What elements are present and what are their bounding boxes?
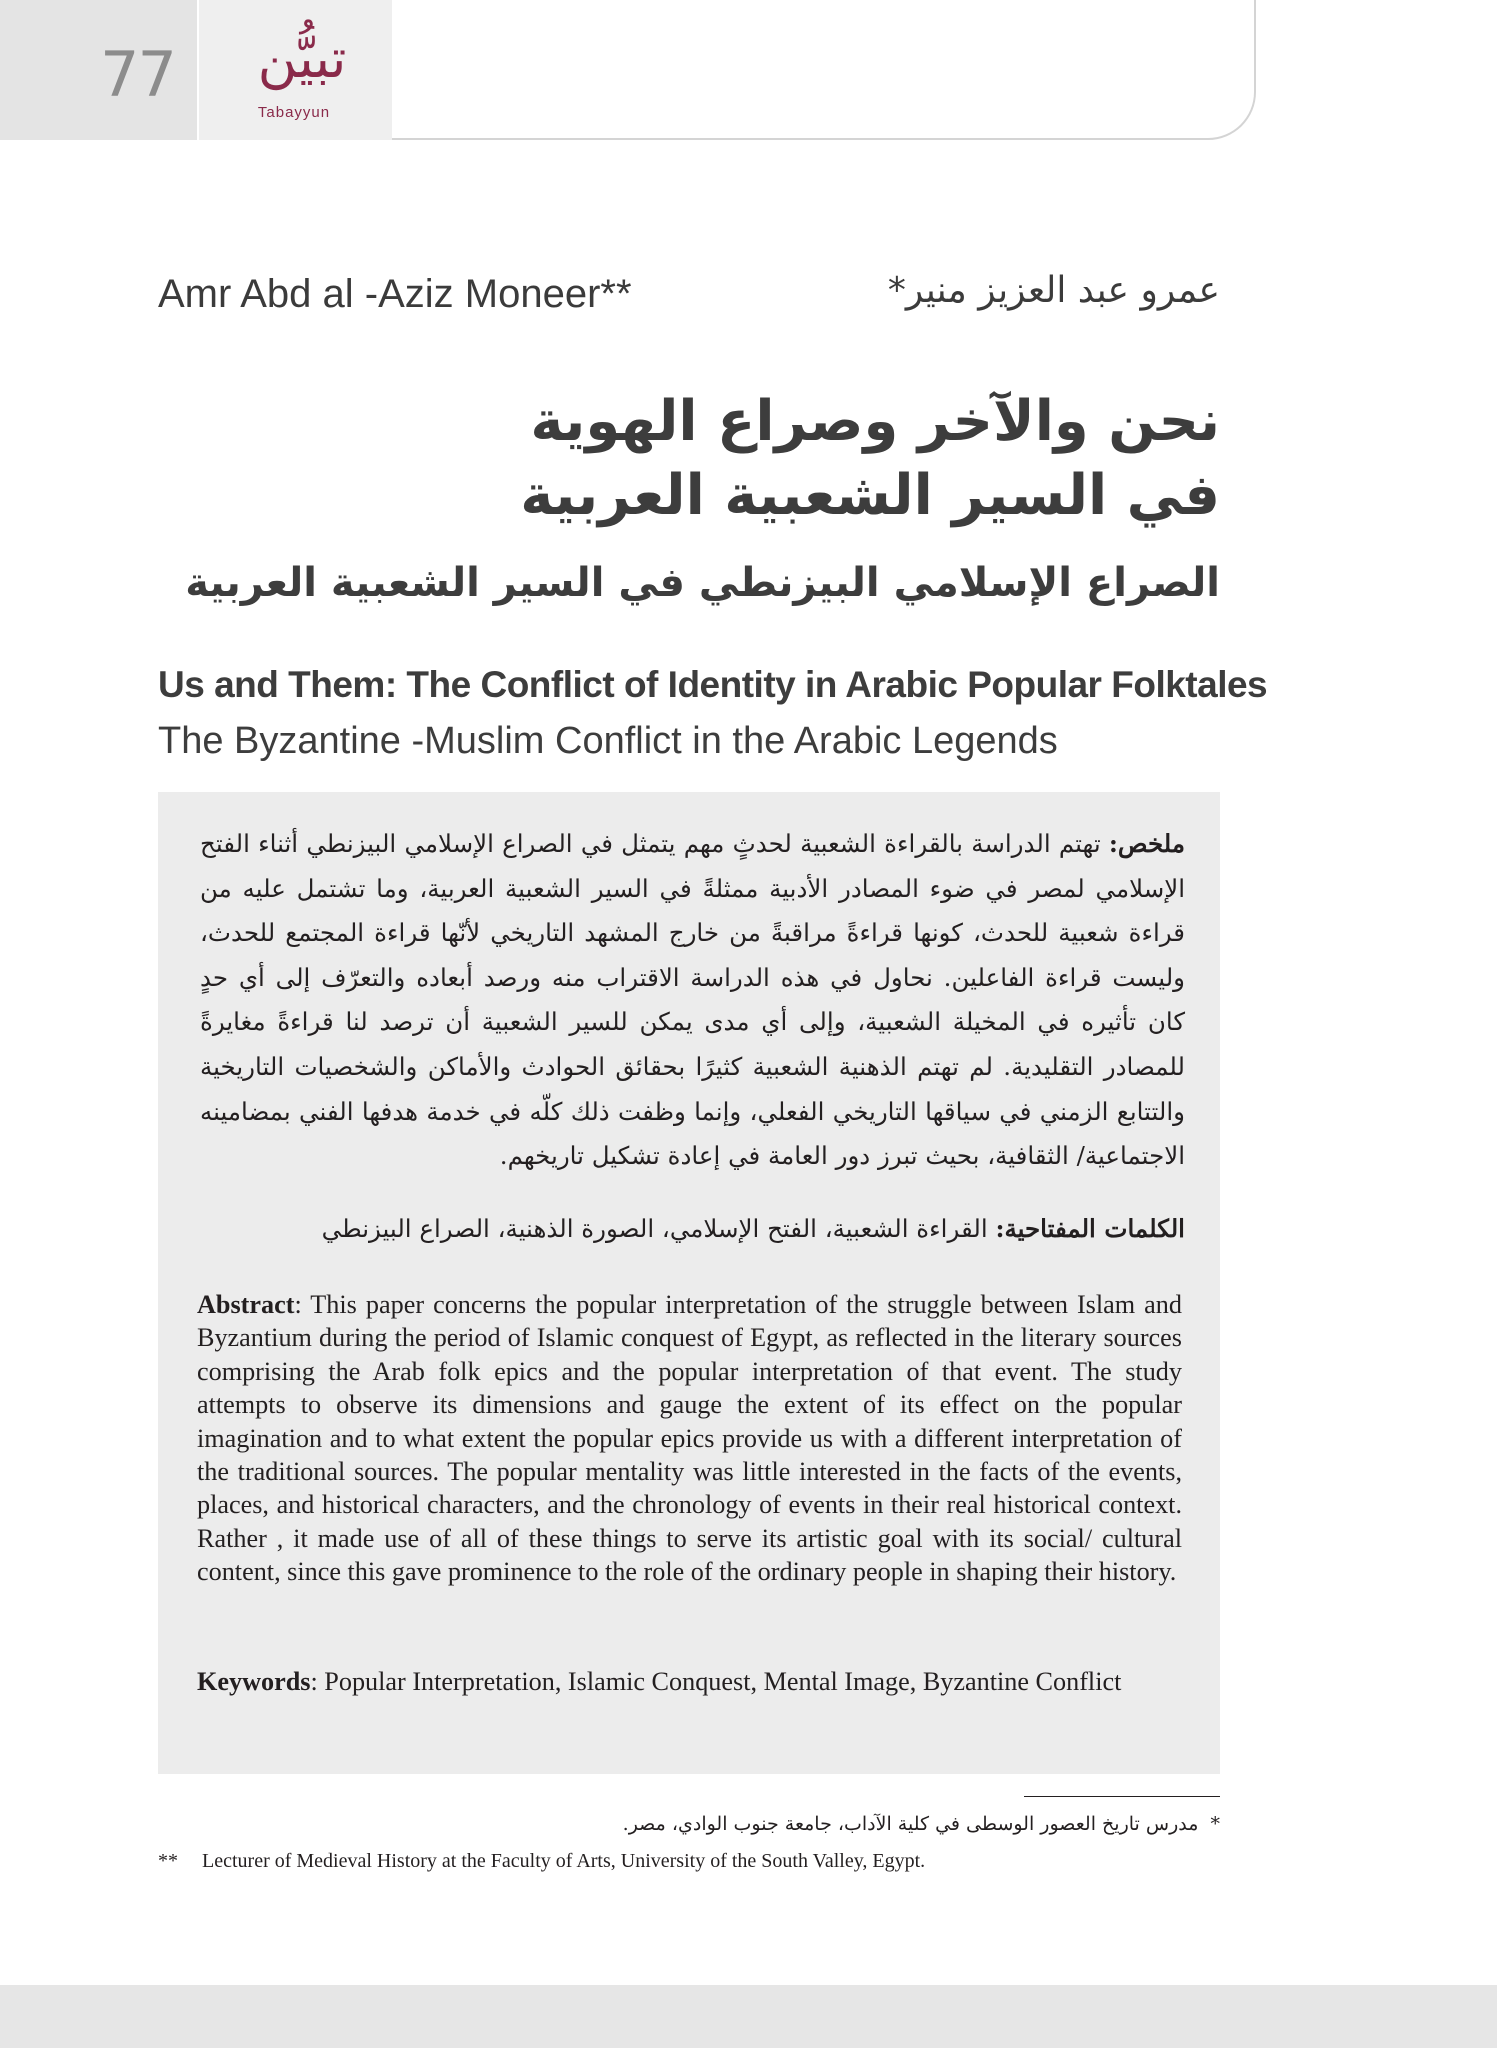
header-divider — [197, 0, 199, 140]
abstract-box — [158, 792, 1220, 1774]
footnote-english — [158, 1850, 925, 1873]
footnote-english-text: Lecturer of Medieval History at the Faculty of Arts, University of the South Valley, Egypt. — [202, 1850, 926, 1872]
english-abstract-label: Abstract — [197, 1290, 295, 1319]
arabic-keywords-label: الكلمات المفتاحية: — [995, 1214, 1185, 1243]
arabic-abstract — [200, 822, 1185, 1179]
author-name-english: Amr Abd al -Aziz Moneer** — [158, 272, 632, 316]
english-keywords-label: Keywords — [197, 1667, 311, 1696]
arabic-abstract-text: تهتم الدراسة بالقراءة الشعبية لحدثٍ مهم يتمثل في الصراع الإسلامي البيزنطي أثناء الفتح الإسلامي لمصر في ضوء المصادر الأدبية ممثلةً في السير الشعبية العربية، وما تشتمل عليه من قراءة شعبية للحدث، كونها قراءةً مراقبةً من خارج المشهد التاريخي لأنّها قراءة المجتمع للحدث، وليست قراءة الفاعلين. نحاول في هذه الدراسة الاقتراب منه ورصد أبعاده والتعرّف إلى أي حدٍ كان تأثيره في المخيلة الشعبية، وإلى أي مدى يمكن للسير الشعبية أن ترصد لنا قراءةً مغايرةً للمصادر التقليدية. لم تهتم الذهنية الشعبية كثيرًا بحقائق الحوادث والأماكن والشخصيات التاريخية والتتابع الزمني في سياقها التاريخي الفعلي، وإنما وظفت ذلك كلّه في خدمة هدفها الفني بمضامينه الاجتماعية/ الثقافية، بحيث تبرز دور العامة في إعادة تشكيل تاريخهم. — [200, 829, 1185, 1171]
journal-logo-arabic: تبيُّن — [257, 27, 347, 90]
english-abstract-text: : This paper concerns the popular interpretation of the struggle between Islam and Byzantium during the period of Islamic conquest of Egypt, as reflected in the literary sources comprising the Arab folk epics and the popular interpretation of that event. The study attempts to observe its dimensions and gauge the extent of its effect on the popular imagination and to what extent the popular epics provide us with a different interpretation of the traditional sources. The popular mentality was little interested in the facts of the events, places, and historical characters, and the chronology of events in their real historical context. Rather , it made use of all of these things to serve its artistic goal with its social/ cultural content, since this gave prominence to the role of the ordinary people in shaping their history. — [197, 1290, 1182, 1587]
journal-logo-latin: Tabayyun — [257, 104, 331, 121]
arabic-abstract-label: ملخص: — [1108, 829, 1185, 858]
title-english: Us and Them: The Conflict of Identity in Arabic Popular Folktales — [158, 664, 1268, 705]
title-arabic-line-1: نحن والآخر وصراع الهوية — [530, 389, 1220, 454]
english-abstract — [197, 1288, 1182, 1589]
english-keywords — [197, 1665, 1182, 1698]
footnote-english-mark: ** — [158, 1850, 178, 1872]
footer-band — [0, 1985, 1497, 2048]
title-arabic — [220, 385, 1220, 533]
header-frame — [392, 0, 1256, 140]
english-keywords-text: : Popular Interpretation, Islamic Conquest, Mental Image, Byzantine Conflict — [310, 1667, 1122, 1696]
subtitle-english: The Byzantine -Muslim Conflict in the Arabic Legends — [158, 720, 1058, 762]
footnote-arabic — [320, 1813, 1220, 1835]
page-number: 77 — [100, 38, 175, 111]
arabic-keywords-text: القراءة الشعبية، الفتح الإسلامي، الصورة الذهنية، الصراع البيزنطي — [321, 1214, 996, 1243]
subtitle-arabic: الصراع الإسلامي البيزنطي في السير الشعبية العربية — [185, 560, 1220, 606]
arabic-keywords — [200, 1214, 1185, 1243]
author-name-arabic: عمرو عبد العزيز منير* — [887, 270, 1220, 311]
footnote-separator — [1024, 1796, 1220, 1797]
footnote-arabic-mark: * — [1210, 1813, 1220, 1835]
title-arabic-line-2: في السير الشعبية العربية — [520, 463, 1220, 528]
footnote-arabic-text: مدرس تاريخ العصور الوسطى في كلية الآداب، جامعة جنوب الوادي، مصر. — [622, 1813, 1199, 1835]
